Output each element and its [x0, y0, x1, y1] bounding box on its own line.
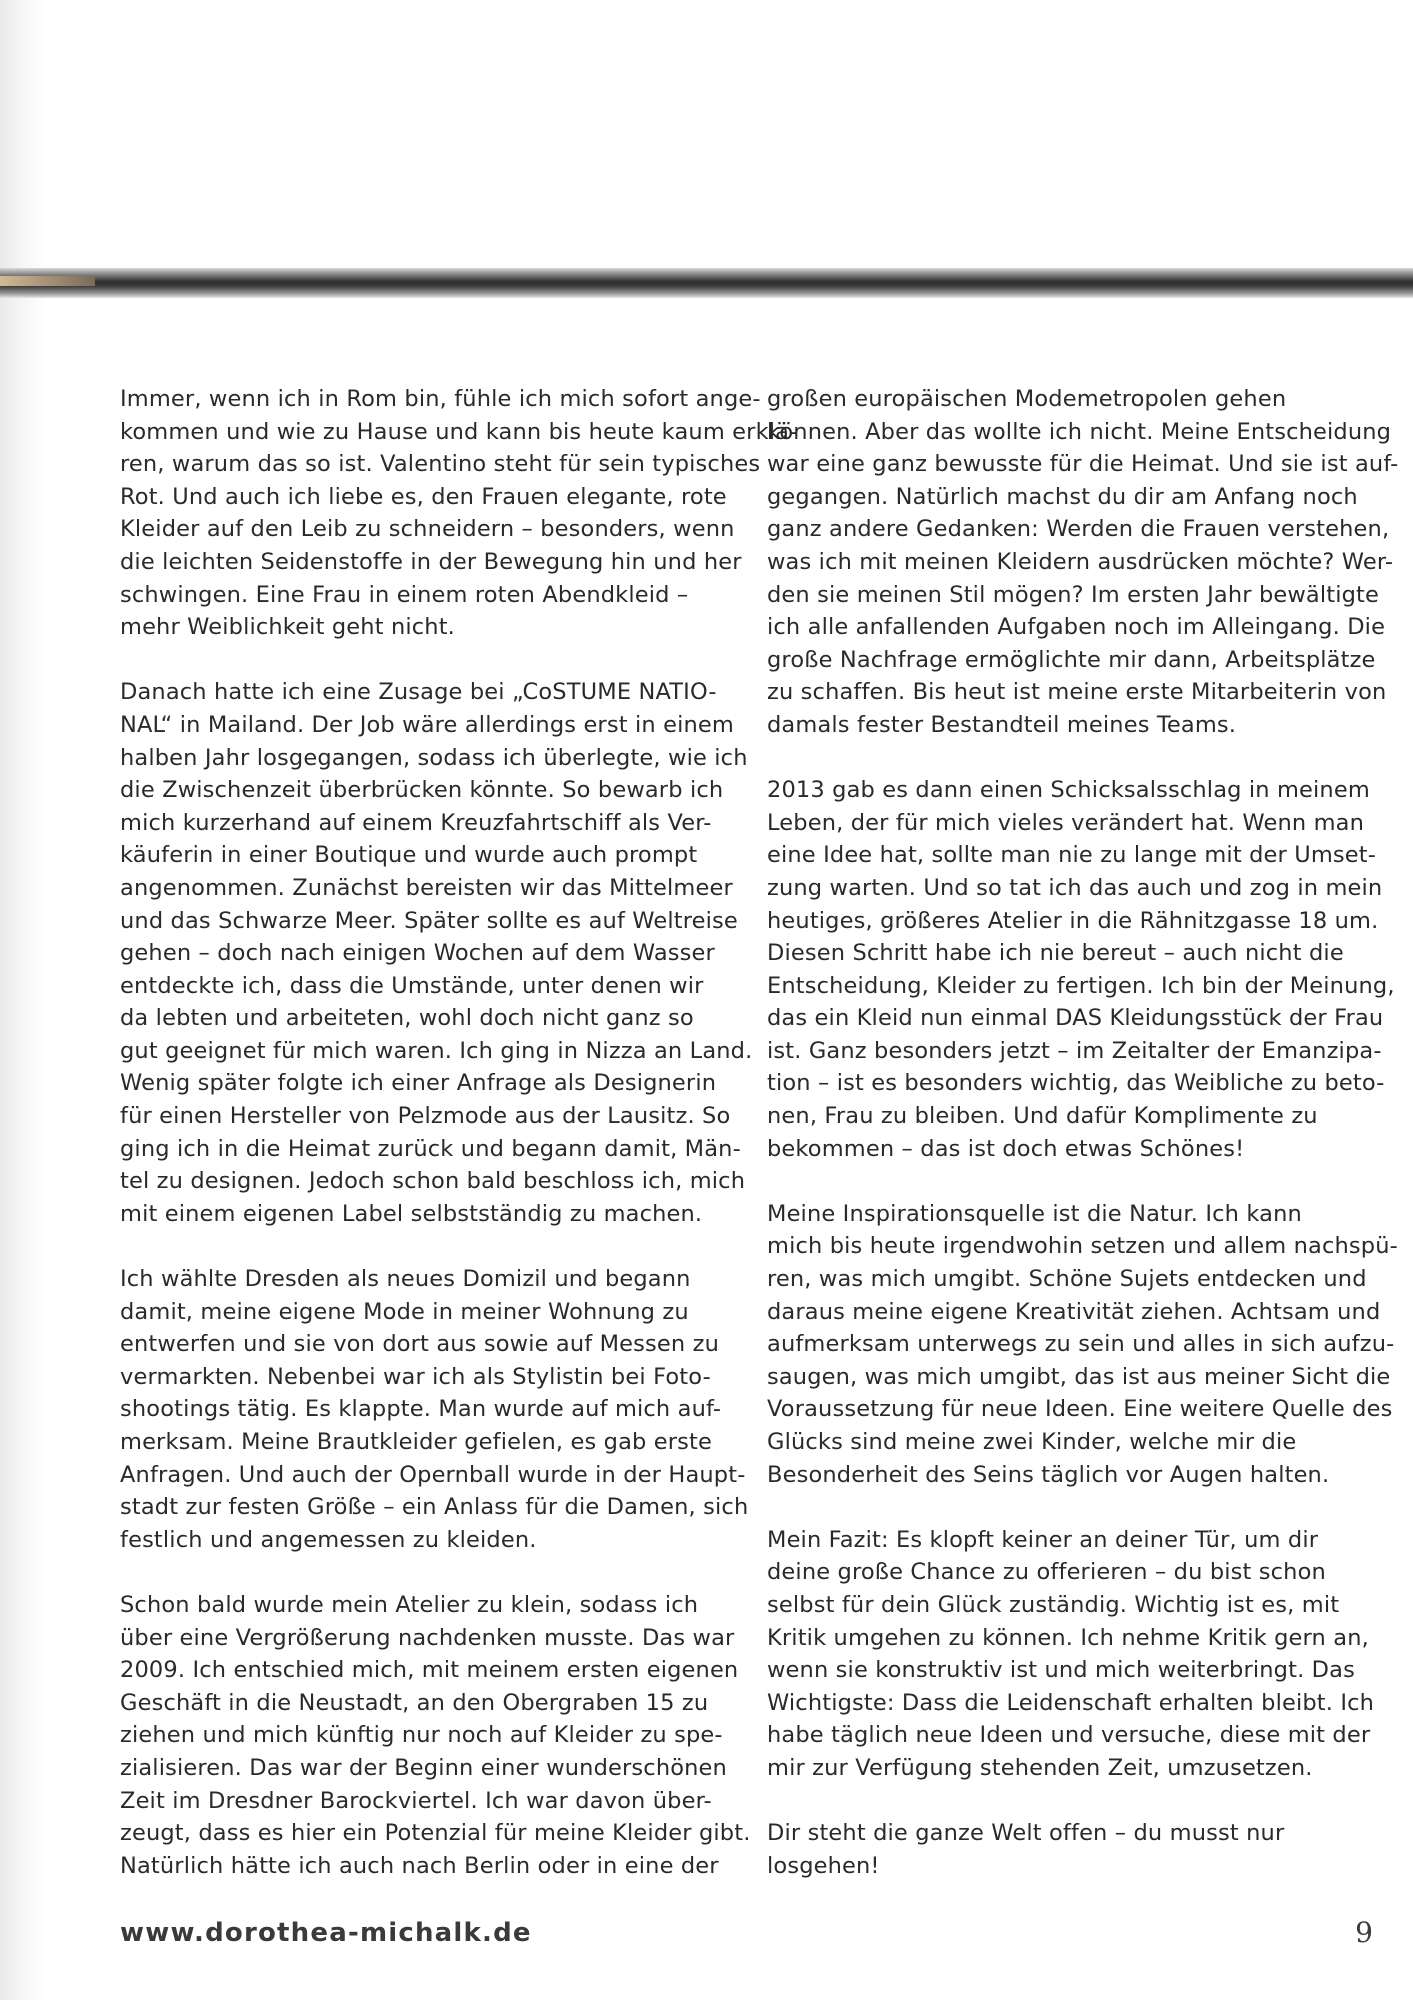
- text-line: daraus meine eigene Kreativität ziehen. Achtsam und: [767, 1298, 1381, 1325]
- text-line: mich kurzerhand auf einem Kreuzfahrtschiff als Ver-: [120, 809, 712, 836]
- text-line: 2009. Ich entschied mich, mit meinem ersten eigenen: [120, 1657, 739, 1684]
- text-line: Glücks sind meine zwei Kinder, welche mir die: [767, 1429, 1297, 1455]
- text-line: aufmerksam unterwegs zu sein und alles in sich aufzu-: [767, 1331, 1395, 1358]
- text-line: Kleider auf den Leib zu schneidern – besonders, wenn: [120, 516, 735, 543]
- text-line: NAL“ in Mailand. Der Job wäre allerdings erst in einem: [120, 711, 734, 738]
- text-line: mehr Weiblichkeit geht nicht.: [120, 614, 455, 641]
- text-line: ren, warum das so ist. Valentino steht für sein typisches: [120, 451, 761, 478]
- text-line: saugen, was mich umgibt, das ist aus meiner Sicht die: [767, 1363, 1391, 1390]
- text-line: das ein Kleid nun einmal DAS Kleidungsstück der Frau: [767, 1005, 1384, 1032]
- page-edge-shadow: [0, 0, 46, 2000]
- text-line: mir zur Verfügung stehenden Zeit, umzusetzen.: [767, 1754, 1313, 1781]
- text-line: was ich mit meinen Kleidern ausdrücken möchte? Wer-: [767, 548, 1394, 575]
- text-line: tel zu designen. Jedoch schon bald beschloss ich, mich: [120, 1168, 746, 1195]
- text-line: ziehen und mich künftig nur noch auf Kleider zu spe-: [120, 1722, 723, 1749]
- text-line: nen, Frau zu bleiben. Und dafür Komplimente zu: [767, 1103, 1318, 1130]
- paragraph: [767, 1198, 1398, 1491]
- text-line: gegangen. Natürlich machst du dir am Anfang noch: [767, 483, 1358, 510]
- text-line: damit, meine eigene Mode in meiner Wohnung zu: [120, 1298, 689, 1325]
- text-line: Dir steht die ganze Welt offen – du musst nur: [767, 1820, 1285, 1847]
- text-line: Immer, wenn ich in Rom bin, fühle ich mich sofort ange-: [120, 386, 761, 412]
- text-line: Mein Fazit: Es klopft keiner an deiner Tür, um dir: [767, 1526, 1319, 1553]
- paragraph: [120, 676, 753, 1230]
- text-line: selbst für dein Glück zuständig. Wichtig ist es, mit: [767, 1591, 1340, 1618]
- text-line: eine Idee hat, sollte man nie zu lange mit der Umset-: [767, 842, 1377, 869]
- text-line: schwingen. Eine Frau in einem roten Abendkleid –: [120, 581, 689, 608]
- text-line: zialisieren. Das war der Beginn einer wunderschönen: [120, 1754, 727, 1781]
- text-line: Zeit im Dresdner Barockviertel. Ich war davon über-: [120, 1787, 712, 1814]
- text-line: über eine Vergrößerung nachdenken musste. Das war: [120, 1624, 735, 1651]
- text-line: ging ich in die Heimat zurück und begann damit, Män-: [120, 1135, 741, 1162]
- text-line: heutiges, größeres Atelier in die Rähnitzgasse 18 um.: [767, 907, 1379, 934]
- text-line: Voraussetzung für neue Ideen. Eine weitere Quelle des: [767, 1396, 1393, 1423]
- text-line: entdeckte ich, dass die Umstände, unter denen wir: [120, 972, 704, 999]
- text-line: war eine ganz bewusste für die Heimat. Und sie ist auf-: [767, 451, 1399, 478]
- text-line: den sie meinen Stil mögen? Im ersten Jahr bewältigte: [767, 581, 1380, 608]
- paragraph: [120, 1589, 751, 1882]
- text-line: stadt zur festen Größe – ein Anlass für die Damen, sich: [120, 1494, 749, 1521]
- text-line: Natürlich hätte ich auch nach Berlin oder in eine der: [120, 1852, 719, 1879]
- text-line: vermarkten. Nebenbei war ich als Stylistin bei Foto-: [120, 1363, 711, 1390]
- text-line: Anfragen. Und auch der Opernball wurde in der Haupt-: [120, 1461, 746, 1488]
- text-line: angenommen. Zunächst bereisten wir das Mittelmeer: [120, 874, 733, 901]
- text-line: käuferin in einer Boutique und wurde auch prompt: [120, 842, 698, 869]
- text-line: großen europäischen Modemetropolen gehen: [767, 386, 1287, 412]
- text-line: merksam. Meine Brautkleider gefielen, es gab erste: [120, 1429, 712, 1455]
- text-line: tion – ist es besonders wichtig, das Weibliche zu beto-: [767, 1070, 1385, 1097]
- text-line: damals fester Bestandteil meines Teams.: [767, 711, 1237, 738]
- text-line: ist. Ganz besonders jetzt – im Zeitalter der Emanzipa-: [767, 1037, 1382, 1064]
- text-line: und das Schwarze Meer. Später sollte es auf Weltreise: [120, 907, 738, 934]
- text-line: Meine Inspirationsquelle ist die Natur. Ich kann: [767, 1200, 1302, 1227]
- text-line: ich alle anfallenden Aufgaben noch im Alleingang. Die: [767, 614, 1386, 641]
- text-line: ganz andere Gedanken: Werden die Frauen verstehen,: [767, 516, 1390, 543]
- page-number: 9: [1355, 1916, 1373, 1949]
- text-line: deine große Chance zu offerieren – du bist schon: [767, 1559, 1326, 1586]
- text-line: Diesen Schritt habe ich nie bereut – auch nicht die: [767, 940, 1344, 967]
- text-line: zu schaffen. Bis heut ist meine erste Mitarbeiterin von: [767, 679, 1387, 706]
- text-line: Wenig später folgte ich einer Anfrage als Designerin: [120, 1070, 717, 1097]
- text-line: gehen – doch nach einigen Wochen auf dem Wasser: [120, 940, 715, 967]
- text-line: 2013 gab es dann einen Schicksalsschlag in meinem: [767, 777, 1370, 804]
- text-line: Danach hatte ich eine Zusage bei „CoSTUME NATIO-: [120, 679, 717, 706]
- text-line: da lebten und arbeiteten, wohl doch nicht ganz so: [120, 1005, 694, 1032]
- text-line: Geschäft in die Neustadt, an den Obergraben 15 zu: [120, 1689, 709, 1716]
- text-line: Leben, der für mich vieles verändert hat. Wenn man: [767, 809, 1365, 836]
- text-line: die leichten Seidenstoffe in der Bewegung hin und her: [120, 548, 742, 575]
- text-line: Rot. Und auch ich liebe es, den Frauen elegante, rote: [120, 483, 727, 510]
- text-line: Ich wählte Dresden als neues Domizil und begann: [120, 1266, 691, 1293]
- text-line: für einen Hersteller von Pelzmode aus der Lausitz. So: [120, 1103, 731, 1130]
- text-column-right: [767, 383, 1399, 1882]
- footer-website-url[interactable]: www.dorothea-michalk.de: [120, 1918, 532, 1948]
- text-line: halben Jahr losgegangen, sodass ich überlegte, wie ich: [120, 744, 748, 771]
- text-line: Schon bald wurde mein Atelier zu klein, sodass ich: [120, 1591, 699, 1618]
- text-line: Wichtigste: Dass die Leidenschaft erhalten bleibt. Ich: [767, 1689, 1375, 1716]
- text-line: festlich und angemessen zu kleiden.: [120, 1526, 537, 1553]
- paragraph: [767, 383, 1399, 742]
- text-line: bekommen – das ist doch etwas Schönes!: [767, 1135, 1245, 1162]
- header-rule: [0, 268, 1413, 298]
- text-line: große Nachfrage ermöglichte mir dann, Arbeitsplätze: [767, 646, 1376, 673]
- text-line: zeugt, dass es hier ein Potenzial für meine Kleider gibt.: [120, 1820, 751, 1847]
- text-line: entwerfen und sie von dort aus sowie auf Messen zu: [120, 1331, 719, 1358]
- text-line: Kritik umgehen zu können. Ich nehme Kritik gern an,: [767, 1624, 1369, 1651]
- text-line: mich bis heute irgendwohin setzen und allem nachspü-: [767, 1233, 1398, 1260]
- text-line: shootings tätig. Es klappte. Man wurde auf mich auf-: [120, 1396, 722, 1423]
- text-line: können. Aber das wollte ich nicht. Meine Entscheidung: [767, 418, 1392, 445]
- text-line: mit einem eigenen Label selbstständig zu machen.: [120, 1200, 703, 1227]
- paragraph: [120, 383, 798, 644]
- text-line: losgehen!: [767, 1852, 880, 1879]
- text-line: Besonderheit des Seins täglich vor Augen halten.: [767, 1461, 1330, 1488]
- text-line: habe täglich neue Ideen und versuche, diese mit der: [767, 1722, 1371, 1749]
- text-line: zung warten. Und so tat ich das auch und zog in mein: [767, 874, 1383, 901]
- text-line: kommen und wie zu Hause und kann bis heute kaum erklä-: [120, 418, 798, 445]
- text-line: gut geeignet für mich waren. Ich ging in Nizza an Land.: [120, 1037, 753, 1064]
- text-column-left: [120, 383, 798, 1882]
- text-line: ren, was mich umgibt. Schöne Sujets entdecken und: [767, 1266, 1367, 1293]
- paragraph: [767, 1524, 1375, 1785]
- text-line: die Zwischenzeit überbrücken könnte. So bewarb ich: [120, 777, 724, 804]
- text-line: Entscheidung, Kleider zu fertigen. Ich bin der Meinung,: [767, 972, 1395, 999]
- paragraph: [767, 1817, 1372, 1882]
- text-line: wenn sie konstruktiv ist und mich weiterbringt. Das: [767, 1657, 1355, 1684]
- paragraph: [120, 1263, 749, 1556]
- paragraph: [767, 774, 1395, 1165]
